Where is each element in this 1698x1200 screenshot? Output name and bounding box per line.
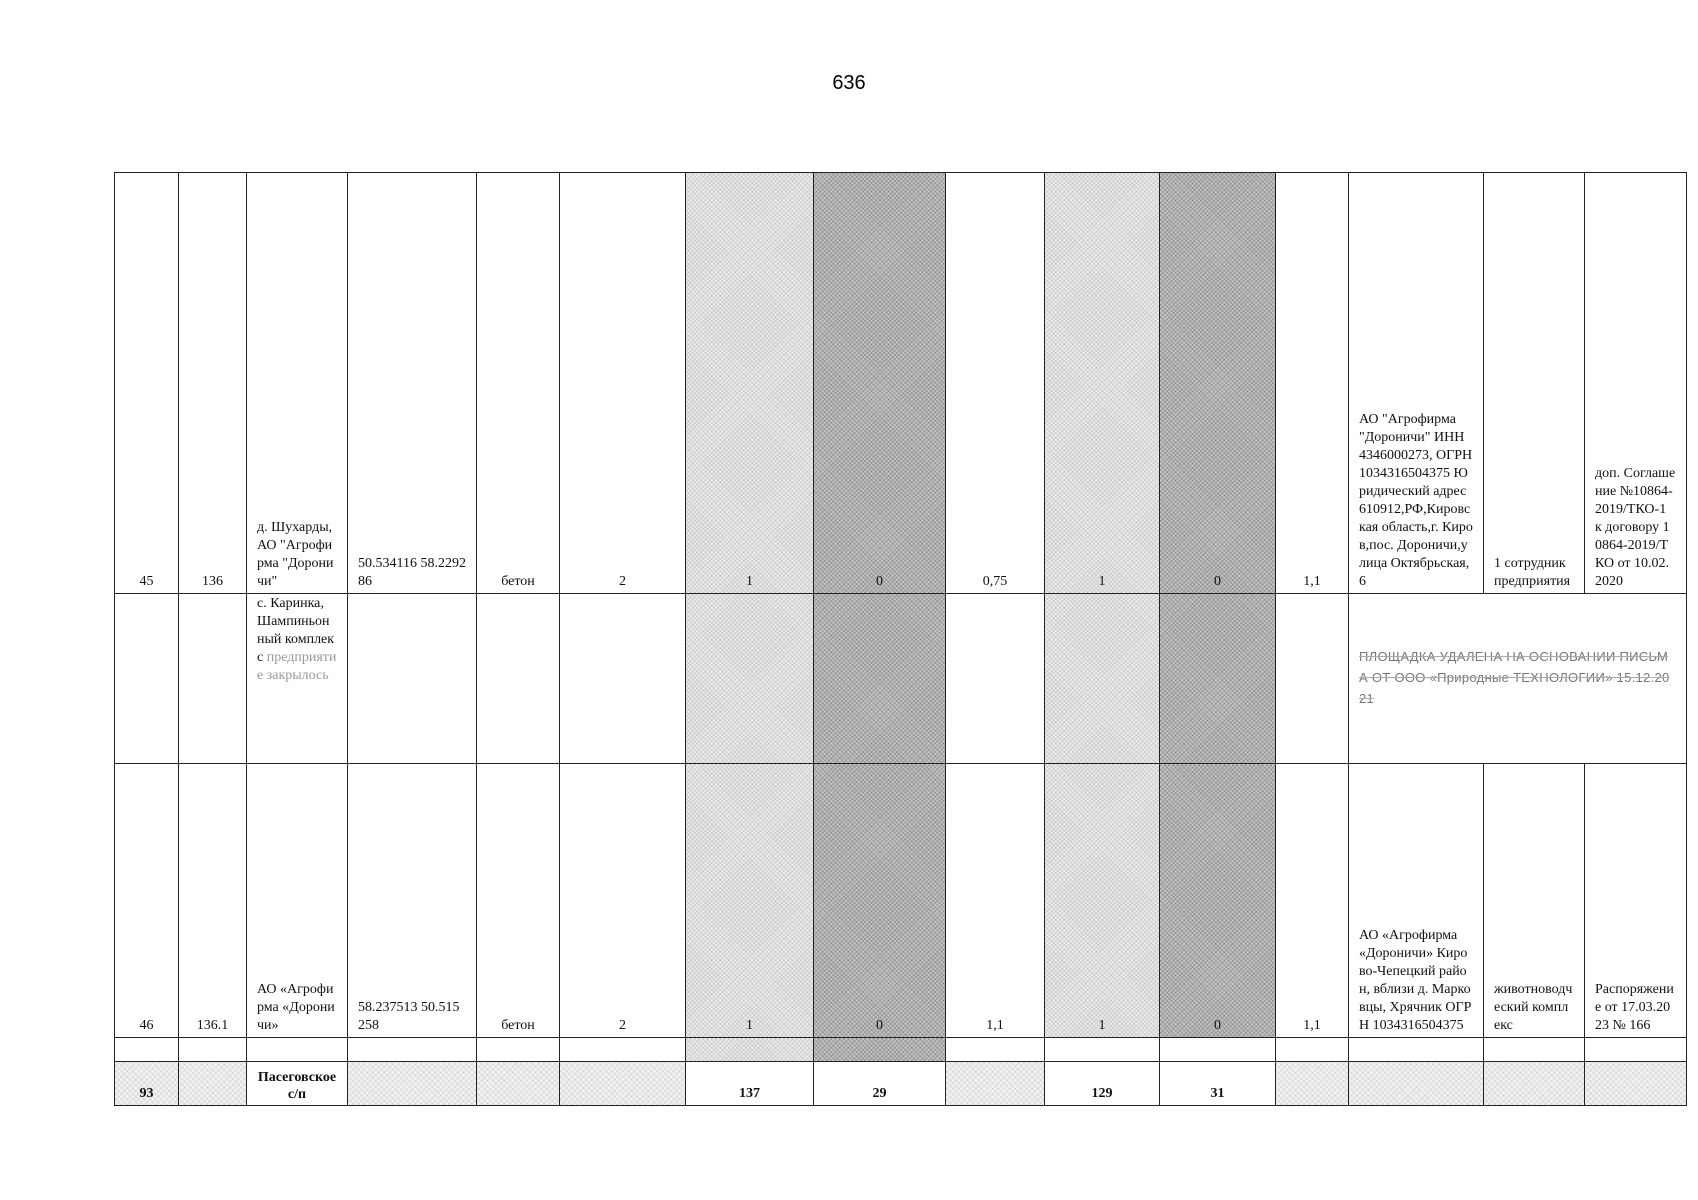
total-cell: 137 bbox=[686, 1062, 814, 1106]
owner-cell: АО "Агрофирма "Дороничи" ИНН 4346000273, ОГРН 1034316504375 Юридический адрес 610912,РФ,Кировская область,г. Киров,пос. Дороничи,улица Октябрьская,6 bbox=[1349, 173, 1484, 594]
row-number-cell: 93 bbox=[115, 1062, 179, 1106]
waste-sources-cell: животноводческий комплекс bbox=[1484, 764, 1585, 1038]
total-cell: 31 bbox=[1160, 1062, 1276, 1106]
table-row bbox=[115, 594, 1687, 764]
total-cell: 29 bbox=[814, 1062, 946, 1106]
container-count-cell: 1 bbox=[686, 764, 814, 1038]
owner-cell: АО «Агрофирма «Дороничи» Кирово-Чепецкий район, вблизи д. Марковцы, Хрячник ОГРН 1034316504375 bbox=[1349, 764, 1484, 1038]
pads-count-cell bbox=[560, 594, 686, 764]
table-row bbox=[115, 173, 1687, 594]
site-code-cell: 136.1 bbox=[179, 764, 247, 1038]
table-row bbox=[115, 764, 1687, 1038]
location-text: с. Каринка, Шампиньонный комплекс bbox=[257, 596, 335, 665]
surface-cell: бетон bbox=[477, 764, 560, 1038]
removal-note: ПЛОЩАДКА УДАЛЕНА НА ОСНОВАНИИ ПИСЬМА ОТ ООО «Природные ТЕХНОЛОГИИ» 15.12.2021 bbox=[1349, 594, 1687, 764]
volume-cell: 1,1 bbox=[1276, 764, 1349, 1038]
container-count-cell: 0 bbox=[1160, 173, 1276, 594]
coordinates-cell: 50.534116 58.229286 bbox=[348, 173, 477, 594]
location-cell: д. Шухарды, АО "Агрофирма "Дороничи" bbox=[247, 173, 348, 594]
location-cell bbox=[247, 594, 348, 764]
total-cell: 129 bbox=[1045, 1062, 1160, 1106]
container-count-cell: 0 bbox=[814, 764, 946, 1038]
container-count-cell: 1 bbox=[1045, 764, 1160, 1038]
container-count-cell bbox=[1045, 594, 1160, 764]
location-faded-text: предприятие закрылось bbox=[257, 650, 337, 683]
container-count-cell bbox=[814, 594, 946, 764]
site-code-cell bbox=[179, 594, 247, 764]
document-cell: Распоряжение от 17.03.2023 № 166 bbox=[1585, 764, 1687, 1038]
row-number-cell bbox=[115, 594, 179, 764]
surface-cell: бетон bbox=[477, 173, 560, 594]
coordinates-cell: 58.237513 50.515258 bbox=[348, 764, 477, 1038]
container-count-cell: 1 bbox=[1045, 173, 1160, 594]
document-cell: доп. Соглашение №10864-2019/ТКО-1 к договору 10864-2019/ТКО от 10.02.2020 bbox=[1585, 173, 1687, 594]
container-count-cell: 0 bbox=[814, 173, 946, 594]
site-code-cell: 136 bbox=[179, 173, 247, 594]
container-count-cell: 1 bbox=[686, 173, 814, 594]
settlement-name-cell: Пасеговское с/п bbox=[247, 1062, 348, 1106]
surface-cell bbox=[477, 594, 560, 764]
waste-sources-cell: 1 сотрудник предприятия bbox=[1484, 173, 1585, 594]
volume-cell bbox=[946, 594, 1045, 764]
volume-cell: 1,1 bbox=[946, 764, 1045, 1038]
location-cell: АО «Агрофирма «Дороничи» bbox=[247, 764, 348, 1038]
page-number: 636 bbox=[832, 72, 866, 94]
table-row bbox=[115, 1038, 1687, 1062]
table-row bbox=[115, 1062, 1687, 1106]
row-number-cell: 46 bbox=[115, 764, 179, 1038]
container-count-cell bbox=[1160, 594, 1276, 764]
container-count-cell: 0 bbox=[1160, 764, 1276, 1038]
container-count-cell bbox=[686, 594, 814, 764]
registry-table bbox=[114, 172, 1687, 1106]
coordinates-cell bbox=[348, 594, 477, 764]
volume-cell: 0,75 bbox=[946, 173, 1045, 594]
volume-cell bbox=[1276, 594, 1349, 764]
row-number-cell: 45 bbox=[115, 173, 179, 594]
volume-cell: 1,1 bbox=[1276, 173, 1349, 594]
pads-count-cell: 2 bbox=[560, 173, 686, 594]
pads-count-cell: 2 bbox=[560, 764, 686, 1038]
